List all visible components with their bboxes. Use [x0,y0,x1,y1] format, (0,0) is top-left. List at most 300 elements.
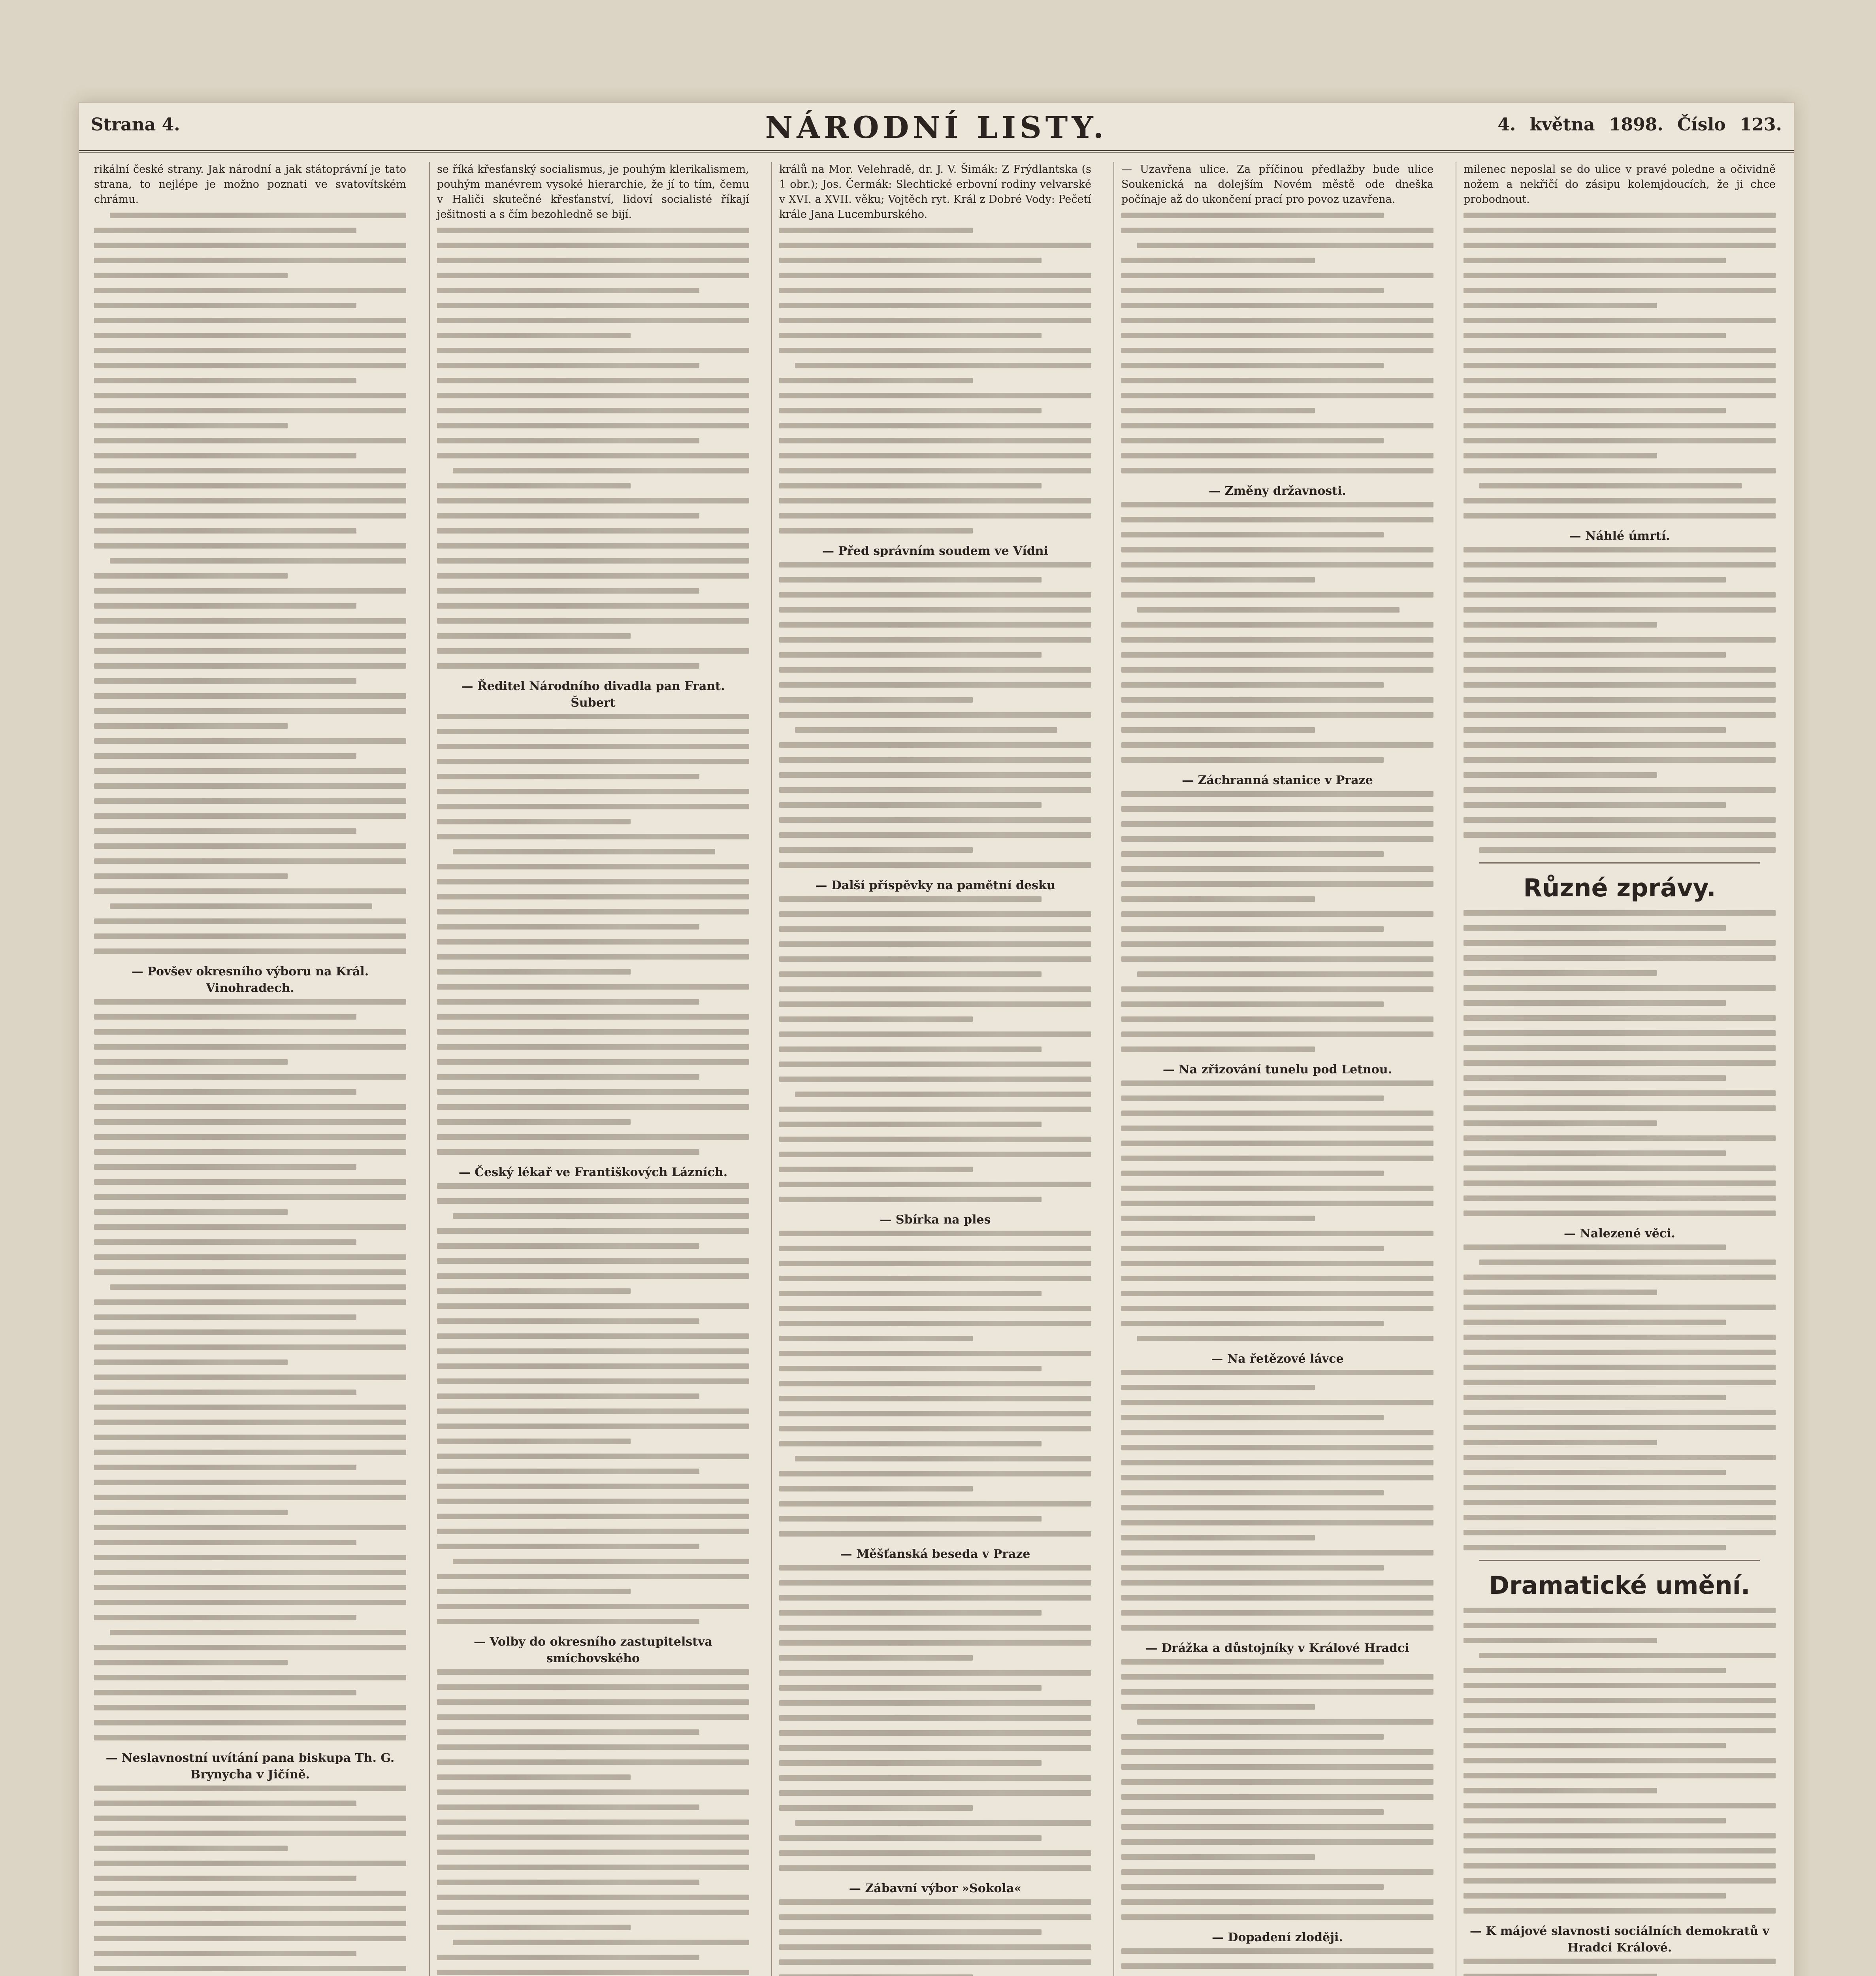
text-line [1121,1306,1433,1311]
text-line [94,423,288,428]
text-line [779,1625,1091,1631]
text-line [1121,866,1433,872]
text-line [779,1396,1091,1401]
section-heading: Různé zprávy. [1523,873,1716,902]
text-line [1121,1914,1433,1920]
column-5 [1456,162,1783,1976]
text-line [1121,1764,1433,1770]
text-line [94,228,356,233]
text-line [94,633,406,639]
text-line [1464,1410,1776,1415]
text-line [437,789,749,794]
text-line [94,1450,406,1455]
text-line [94,753,356,759]
section-heading: Dramatické umění. [1489,1571,1750,1600]
text-line [1464,1320,1726,1325]
text-line [779,1531,1091,1537]
article-lead: milenec neposlal se do ulice v pravé poledne a očividně nožem a nekřičí do zásipu kolemjdoucích, že ji chce probodnout. [1464,163,1776,206]
text-line [94,933,406,939]
text-line [1464,1060,1776,1066]
text-line [1121,1749,1433,1755]
text-line [94,798,406,804]
text-line [1464,817,1776,823]
text-line [779,757,1091,763]
text-line [94,918,406,924]
text-line [437,1804,699,1810]
text-line [94,273,288,278]
text-line [1121,1550,1433,1556]
text-line [1464,1350,1776,1355]
text-line [1479,483,1742,488]
text-line [1464,303,1657,308]
text-line [94,1861,406,1866]
text-line [1121,1080,1433,1086]
text-line [1464,1120,1657,1126]
text-line [1464,547,1776,552]
text-line [94,738,406,744]
text-line [437,243,749,248]
text-line [1464,1165,1776,1171]
text-line [94,1239,356,1245]
text-line [779,1107,1091,1112]
article-heading: — Na zřizování tunelu pod Letnou. [1162,1063,1392,1077]
text-line [1464,1440,1657,1445]
text-line [795,1456,1091,1461]
text-line [779,1805,973,1811]
text-line [94,1059,288,1065]
text-line [94,783,406,789]
text-line [94,1921,406,1926]
text-line [1121,577,1315,583]
text-line [1121,1809,1384,1815]
text-line [779,592,1091,598]
text-line [1121,682,1384,688]
text-line [779,1959,1091,1965]
text-line [437,984,749,990]
text-line [437,558,749,564]
text-line [779,1231,1091,1236]
text-line [779,408,1042,413]
text-line [1121,637,1433,643]
text-line [94,828,356,834]
text-line [1464,1758,1776,1763]
text-line [437,1044,749,1050]
text-line [1464,1150,1726,1156]
text-line [1464,1455,1776,1460]
text-line [1121,393,1433,398]
text-line [1121,757,1384,763]
article-heading: — Záchranná stanice v Praze [1182,773,1373,787]
text-line [94,1705,406,1710]
text-line [437,744,749,749]
text-line [1464,1878,1776,1884]
text-line [453,1940,749,1945]
text-line [94,1149,406,1155]
text-line [437,1089,749,1095]
text-line [437,438,699,443]
article-body [1114,213,1441,1976]
text-line [437,924,699,930]
text-line [779,1122,1042,1127]
text-line [1464,742,1776,748]
text-line [453,849,715,854]
text-line [94,573,288,579]
text-line [779,772,1091,778]
text-line [437,954,749,960]
text-line [779,941,1091,947]
text-line [94,1570,406,1575]
article-heading: — Neslavnostní uvítání pana biskupa Th. G. Brynycha v Jičíně. [105,1751,395,1782]
text-line [94,1299,406,1305]
text-line [779,1944,1091,1950]
text-line [779,1411,1091,1416]
text-line [1464,652,1726,658]
text-line [437,1484,749,1489]
text-line [94,1786,406,1791]
text-line [779,1929,1042,1935]
text-line [779,802,1042,808]
text-line [1121,1186,1433,1191]
text-line [779,1685,1042,1691]
text-line [1121,1291,1433,1296]
text-line [94,708,406,714]
text-line [94,258,406,263]
text-line [1464,1974,1657,1976]
text-line [779,348,1091,353]
text-line [1121,1505,1433,1510]
article-heading: — Sbírka na ples [880,1213,991,1227]
text-line [1464,577,1726,583]
text-line [437,633,631,639]
text-line [94,483,406,488]
text-line [1464,1030,1776,1036]
text-line [1121,1111,1433,1116]
text-line [94,603,356,609]
text-line [1121,1261,1433,1266]
text-line [1121,652,1433,658]
text-line [94,1555,406,1560]
text-line [437,1119,631,1125]
text-line [437,1820,749,1825]
text-line [779,817,1091,823]
text-line [94,648,406,654]
text-line [1121,712,1433,718]
text-line [94,1720,406,1725]
text-line [1121,468,1433,473]
text-line [1464,910,1776,916]
text-line [1121,1869,1433,1875]
text-line [437,408,749,413]
text-line [437,303,749,308]
text-line [1464,1959,1776,1964]
text-line [1464,1075,1726,1081]
text-line [94,1164,356,1170]
text-line [437,1529,749,1534]
text-line [1121,303,1433,308]
text-line [1121,1839,1433,1845]
text-line [779,1595,1091,1601]
text-line [94,1735,406,1740]
text-line [1464,1803,1776,1808]
text-line [795,363,1091,368]
text-line [1121,228,1433,233]
text-line [779,1321,1091,1326]
text-line [1121,821,1433,827]
text-line [94,318,406,323]
text-line [1121,1016,1433,1022]
text-line [437,1774,631,1780]
text-line [437,1684,749,1690]
text-line [779,1501,1091,1507]
text-line [437,714,749,719]
text-line [1464,1090,1776,1096]
text-line [1464,1683,1776,1688]
article-heading: — Drážka a důstojníky v Králové Hradci [1145,1641,1409,1655]
newspaper-title: NÁRODNÍ LISTY. [765,110,1108,145]
text-line [1464,318,1776,323]
text-line [437,894,749,899]
text-line [1464,1015,1776,1021]
text-line [795,1820,1091,1826]
text-line [779,652,1042,658]
text-line [94,1951,356,1956]
text-line [1464,1818,1726,1823]
text-line [94,873,288,879]
text-line [437,1499,749,1504]
text-line [437,1104,749,1110]
text-line [94,1831,406,1836]
text-line [437,273,749,278]
text-line [1121,1963,1433,1969]
text-line [1464,1485,1776,1490]
text-line [1121,896,1315,902]
text-line [1121,502,1433,507]
text-line [94,288,406,293]
article-heading: — Náhlé úmrtí. [1569,529,1670,543]
text-line [1121,851,1384,857]
text-line [94,1891,406,1896]
text-line [437,804,749,809]
text-line [94,1224,406,1230]
text-line [437,363,699,368]
text-line [779,1441,1042,1446]
text-line [1121,1046,1315,1052]
text-line [1464,243,1776,248]
text-line [779,1700,1091,1706]
text-line [1464,348,1776,353]
text-line [1464,393,1776,398]
text-line [779,1046,1042,1052]
text-line [437,543,749,549]
text-line [437,573,749,579]
text-line [1464,333,1726,338]
text-line [1464,1728,1776,1733]
text-line [1121,592,1433,598]
text-line [1121,423,1433,428]
text-line [1464,622,1657,628]
text-line [94,393,406,398]
text-line [1121,1595,1433,1601]
text-line [437,603,749,609]
text-line [94,1104,406,1110]
text-line [779,1182,1091,1187]
text-line [94,1936,406,1941]
text-line [779,393,1091,398]
text-line [437,1469,699,1474]
text-line [94,348,406,353]
text-line [437,1243,699,1249]
text-line [94,693,406,699]
text-line [110,1284,406,1290]
text-line [779,911,1091,917]
text-line [1121,791,1433,797]
text-line [94,1254,406,1260]
text-line [1121,1246,1384,1251]
text-line [779,273,1091,278]
text-line [94,1876,356,1881]
text-line [1464,228,1776,233]
text-line [94,1359,288,1365]
text-line [1121,1171,1384,1176]
text-line [437,909,749,914]
text-line [1464,772,1657,778]
text-line [437,939,749,945]
text-line [779,986,1091,992]
text-line [437,1198,749,1204]
text-line [94,1435,406,1440]
text-line [1121,1141,1433,1146]
text-line [1121,1001,1384,1007]
text-line [1464,1713,1776,1718]
text-line [1464,1743,1726,1748]
text-line [437,1228,749,1234]
text-line [437,1925,631,1930]
text-line [94,1600,406,1605]
text-line [779,1306,1091,1311]
text-line [779,667,1091,673]
text-line [94,1329,406,1335]
text-line [779,1899,1091,1905]
text-line [437,528,749,534]
article-heading: — Volby do okresního zastupitelstva smíchovského [473,1635,713,1665]
text-line [779,1760,1042,1766]
text-line [94,663,406,669]
text-line [1121,1884,1384,1890]
text-line [437,1604,749,1609]
text-line [779,1246,1091,1251]
text-line [437,1729,699,1735]
text-line [1464,1608,1776,1613]
text-line [779,1366,1042,1371]
text-line [1464,712,1776,718]
text-line [1121,956,1433,962]
text-line [94,1375,406,1380]
text-line [779,528,973,534]
text-line [1121,1400,1433,1405]
article-body [1456,213,1783,1976]
text-line [94,378,356,383]
text-line [779,607,1091,613]
text-line [1479,847,1776,853]
text-line [437,1454,749,1459]
text-line [779,1152,1091,1157]
text-line [1121,1460,1433,1465]
text-line [437,1669,749,1675]
text-line [437,969,631,975]
text-line [94,1390,356,1395]
text-line [779,1351,1091,1356]
page-number: Strana 4. [91,115,180,135]
text-line [437,348,749,353]
text-line [110,558,406,564]
text-line [437,318,749,323]
text-line [779,1336,973,1341]
text-line [1121,318,1433,323]
text-line [779,513,1091,519]
text-line [453,468,749,473]
text-line [437,1378,749,1384]
text-line [94,1344,406,1350]
article-heading: — Před správním soudem ve Vídni [822,544,1049,558]
text-line [1121,1854,1315,1860]
text-line [437,1059,749,1065]
text-line [1121,348,1433,353]
text-line [94,1540,356,1545]
article-heading: — Na řetězové lávce [1211,1352,1344,1366]
text-line [779,956,1091,962]
text-line [795,727,1057,733]
text-line [1121,517,1433,522]
text-line [94,999,406,1005]
text-line [437,759,749,764]
article-body [772,228,1098,1976]
text-line [94,1179,406,1185]
text-line [437,453,749,458]
text-line [1479,1260,1776,1265]
text-line [779,832,1091,838]
text-line [779,1016,973,1022]
text-line [1464,1623,1776,1628]
text-line [1464,1210,1776,1216]
text-line [779,1426,1091,1431]
text-line [437,1439,631,1444]
text-line [1464,970,1657,976]
text-line [94,1585,406,1590]
text-line [779,1031,1091,1037]
text-line [1121,363,1384,368]
text-line [437,1699,749,1705]
article-heading: — Zábavní výbor »Sokola« [849,1882,1022,1895]
text-line [779,1790,1091,1796]
column-3 [771,162,1098,1976]
text-line [779,697,973,703]
text-line [1464,682,1776,688]
text-line [94,1495,406,1500]
text-line [1464,513,1776,519]
text-line [1121,1535,1315,1540]
text-line [1464,1195,1776,1201]
text-line [779,1850,1091,1856]
text-line [1121,333,1433,338]
text-line [1121,1794,1433,1800]
article-lead: se říká křesťanský socialismus, je pouhým klerikalismem, pouhým manévrem vysoké hierarchie, že jí to tím, čemu v Haliči skutečné křesťanství, lidoví socialisté říkají ješitnosti a s čím bezohledně se bijí. [437,163,749,221]
text-line [1464,468,1776,473]
text-line [1464,1530,1776,1535]
text-line [437,864,749,869]
text-line [94,1801,356,1806]
column-1 [87,162,413,1976]
text-line [1121,1276,1433,1281]
